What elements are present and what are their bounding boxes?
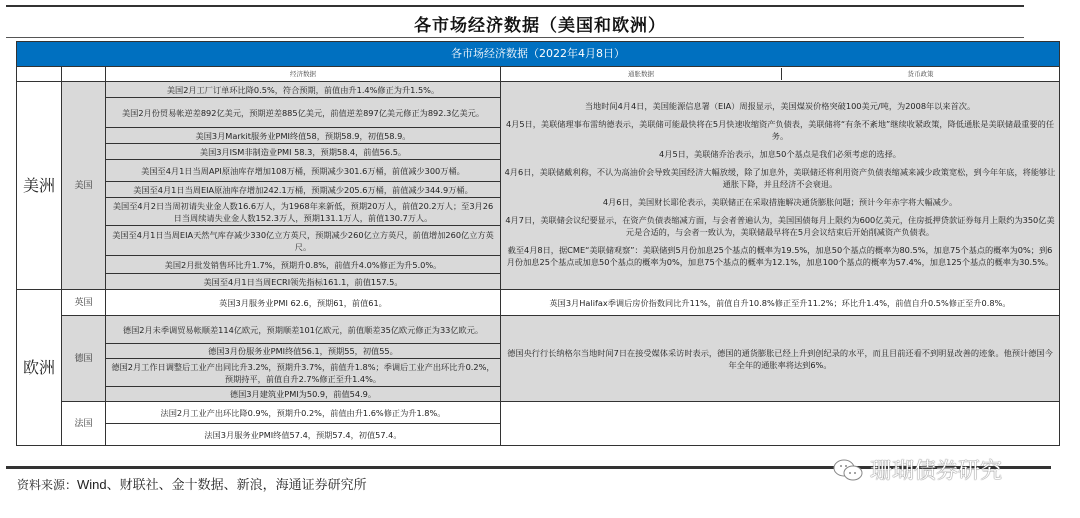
source-text: Wind、财联社、金十数据、新浪，海通证券研究所: [77, 477, 367, 492]
economic-data-table: [16, 41, 1060, 446]
source-label: 资料来源：: [17, 478, 78, 492]
econ-row: 美国至4月1日当周ECRI领先指标161.1，前值157.5。: [106, 274, 501, 290]
us-inflation-monetary-cell: [501, 82, 1060, 290]
econ-row: 法国3月服务业PMI终值57.4，预期57.4，初值57.4。: [106, 424, 501, 446]
watermark-text: 珊瑚债券研究: [870, 459, 1003, 484]
title-rule: [6, 37, 1024, 38]
header-blank-country: [62, 67, 106, 82]
econ-row: 法国2月工业产出环比降0.9%，预期升0.2%，前值由升1.6%修正为升1.8%。: [106, 402, 501, 424]
header-inflation: 通胀数据: [501, 68, 782, 80]
country-uk: 英国: [62, 290, 106, 316]
econ-row: 美国3月ISM非制造业PMI 58.3，预期58.4，前值56.5。: [106, 144, 501, 160]
econ-row: 德国3月建筑业PMI为50.9，前值54.9。: [106, 387, 501, 402]
news-item: 4月5日，美联储理事布雷纳德表示，美联储可能最快将在5月快速收缩资产负债表，美联储将“有条不紊地”继续收紧政策，降低通胀是美联储最重要的任务。: [505, 118, 1055, 141]
econ-row: 美国2月份贸易帐逆差892亿美元，预期逆差885亿美元，前值逆差897亿美元修正为892.3亿美元。: [106, 98, 501, 128]
country-germany: 德国: [62, 316, 106, 402]
econ-row: 美国至4月1日当周API原油库存增加108万桶，预期减少301.6万桶，前值减少300万桶。: [106, 160, 501, 182]
header-inflation-monetary: [501, 67, 1060, 82]
germany-inflation-monetary-cell: 德国央行行长纳格尔当地时间7日在接受媒体采访时表示，德国的通货膨胀已经上升到创纪录的水平，而且目前还看不到明显改善的迹象。他预计德国今年全年的通胀率将达到6%。: [501, 316, 1060, 402]
econ-row: 美国至4月1日当周EIA原油库存增加242.1万桶，预期减少205.6万桶，前值减少344.9万桶。: [106, 182, 501, 198]
econ-row: 美国3月Markit服务业PMI终值58，预期58.9，初值58.9。: [106, 128, 501, 144]
top-rule: [6, 5, 1024, 7]
econ-row: 美国至4月1日当周EIA天然气库存减少330亿立方英尺，预期减少260亿立方英尺，前值增加260亿立方英尺。: [106, 226, 501, 256]
news-item: 4月6日，美国财长耶伦表示，美联储正在采取措施解决通货膨胀问题；预计今年赤字将大幅减少。: [602, 196, 958, 207]
country-france: 法国: [62, 402, 106, 446]
econ-row: 美国至4月2日当周初请失业金人数16.6万人，为1968年来新低，预期20万人，前值20.2万人；至3月26日当周续请失业金人数152.3万人，预期131.1万人，前值130.7万人。: [106, 198, 501, 226]
econ-row: 美国2月批发销售环比升1.7%，预期升0.8%，前值升4.0%修正为升5.0%。: [106, 256, 501, 274]
region-europe: 欧洲: [17, 290, 62, 446]
news-item: 当地时间4月4日，美国能源信息署（EIA）周报显示，美国煤炭价格突破100美元/吨，为2008年以来首次。: [584, 100, 976, 111]
source-note: [17, 474, 367, 493]
header-monetary: 货币政策: [907, 70, 934, 78]
econ-row: 德国2月工作日调整后工业产出同比升3.2%，预期升3.7%，前值升1.8%；季调后工业产出环比升0.2%，预期持平，前值自升2.7%修正至升1.4%。: [106, 359, 501, 387]
table-banner: 各市场经济数据（2022年4月8日）: [17, 42, 1060, 67]
econ-row: 德国3月份服务业PMI终值56.1，预期55，初值55。: [106, 344, 501, 359]
news-item: 4月7日，美联储会议纪要显示，在资产负债表缩减方面，与会者普遍认为，美国国债每月上限约为600亿美元，住房抵押贷款证券每月上限约为350亿美元是合适的，与会者一致认为，美联储最早将在5月会议结束后开始削减资产负债表。: [505, 214, 1055, 237]
econ-row: 英国3月服务业PMI 62.6，预期61，前值61。: [106, 290, 501, 316]
header-economic: 经济数据: [106, 67, 501, 82]
news-item: 4月5日，美联储乔治表示，加息50个基点是我们必须考虑的选择。: [659, 148, 901, 159]
country-us: 美国: [62, 82, 106, 290]
news-item: 截至4月8日，据CME“美联储观察”：美联储到5月份加息25个基点的概率为19.5%，加息50个基点的概率为80.5%，加息75个基点的概率为0%；到6月份加息25个基点或加息50个基点的概率为0%，加息75个基点的概率为12.1%，加息100个基点的概率为57.4%，加息125个基点的概率为30.5%。: [506, 244, 1054, 267]
uk-inflation-monetary-cell: 英国3月Halifax季调后房价指数同比升11%，前值自升10.8%修正至升11.2%；环比升1.4%，前值自升0.5%修正至升0.8%。: [501, 290, 1060, 316]
econ-row: 德国2月未季调贸易帐顺差114亿欧元，预期顺差101亿欧元，前值顺差35亿欧元修正为33亿欧元。: [106, 316, 501, 344]
econ-row: 美国2月工厂订单环比降0.5%，符合预期，前值由升1.4%修正为升1.5%。: [106, 82, 501, 98]
france-inflation-monetary-cell: [501, 402, 1060, 446]
wechat-icon: [832, 458, 864, 482]
watermark: [832, 454, 1002, 485]
news-item: 4月6日，美联储戴利称，不认为高油价会导致美国经济大幅放缓，除了加息外，美联储还将利用资产负债表缩减来减少政策宽松，到今年年底，将能够让通胀下降，并且经济不会衰退。: [504, 166, 1056, 189]
page-title: 各市场经济数据（美国和欧洲）: [414, 16, 666, 36]
header-blank-region: [17, 67, 62, 82]
region-americas: 美洲: [17, 82, 62, 290]
